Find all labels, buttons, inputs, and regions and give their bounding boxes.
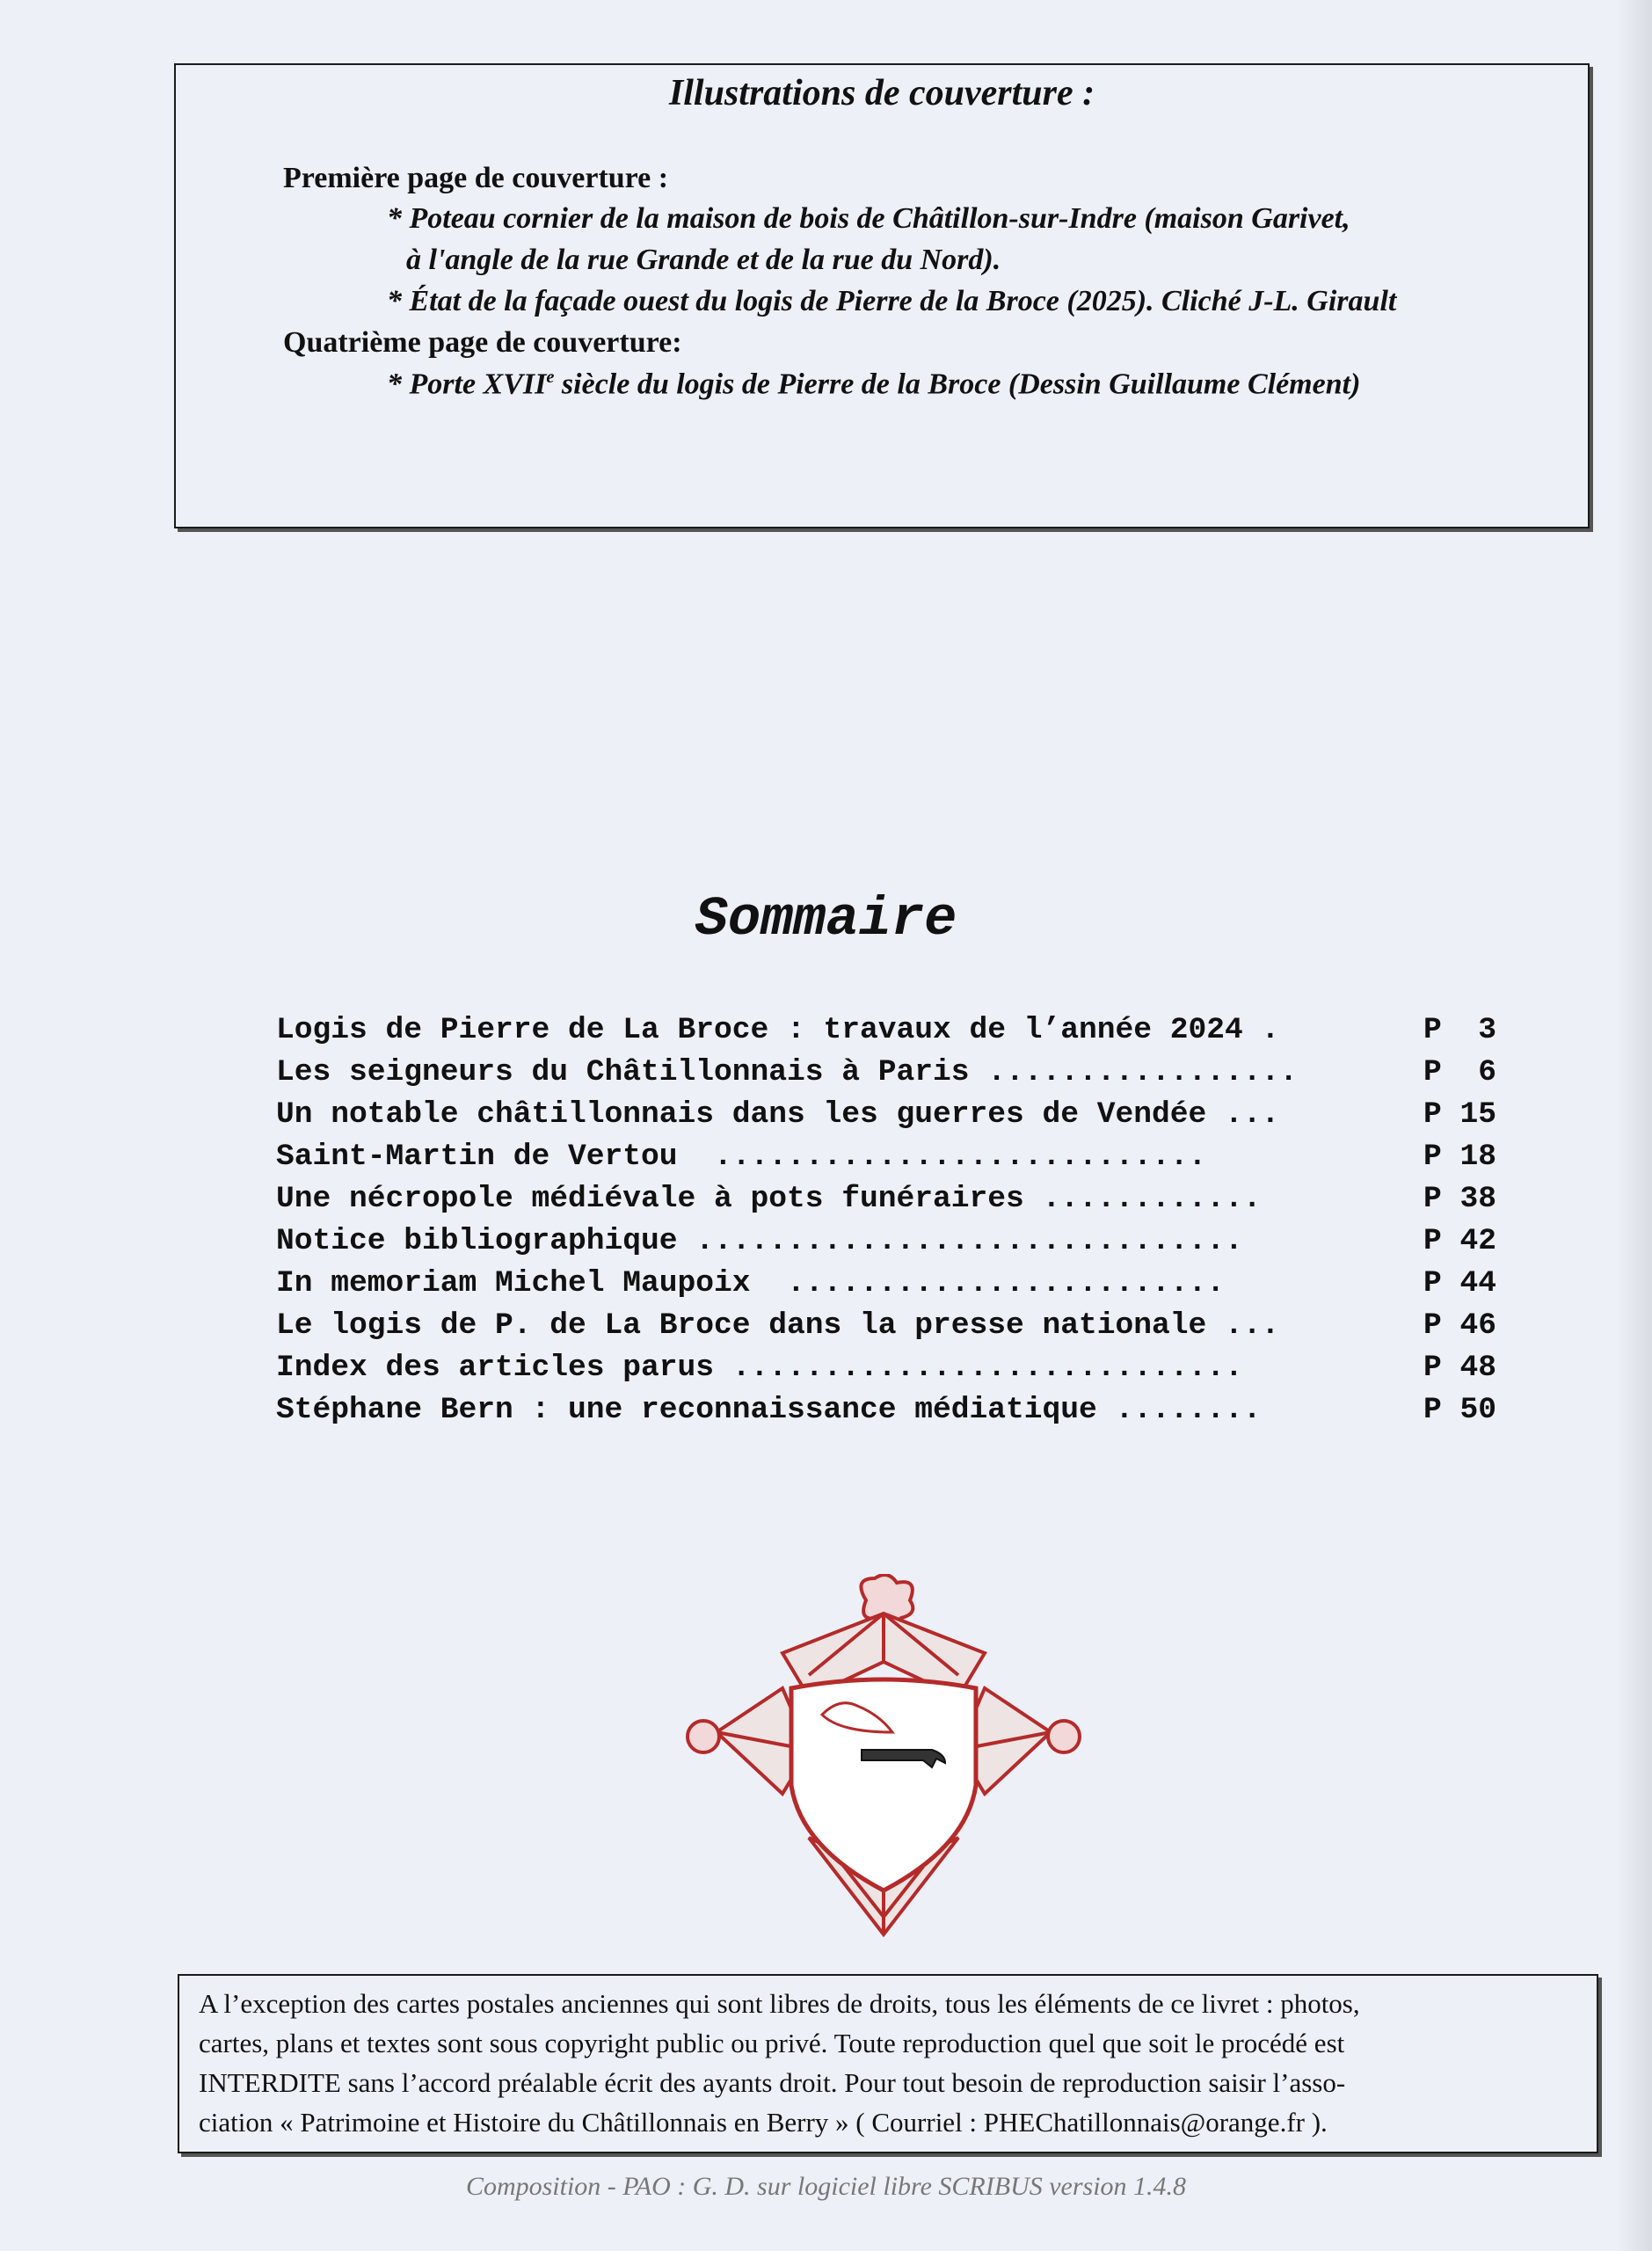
- table-of-contents: [276, 1013, 1507, 1435]
- copyright-line-1: A l’exception des cartes postales anciennes qui sont libres de droits, tous les éléments de ce livret : photos,: [199, 1988, 1360, 2019]
- copyright-line-2: cartes, plans et textes sont sous copyright public ou privé. Toute reproduction quel que soit le procédé est: [199, 2028, 1345, 2058]
- toc-entry: Notice bibliographique .............................. P 42: [276, 1224, 1507, 1266]
- toc-entry: Un notable châtillonnais dans les guerres de Vendée ... P 15: [276, 1097, 1507, 1140]
- fourth-cover-heading: Quatrième page de couverture:: [283, 326, 682, 359]
- toc-page-number: P 18: [1423, 1140, 1497, 1174]
- toc-page-number: P 6: [1423, 1055, 1497, 1089]
- cover-illustrations-box: [174, 63, 1590, 528]
- toc-page-number: P 44: [1423, 1266, 1497, 1300]
- first-cover-item-1-line-1: * Poteau cornier de la maison de bois de Châtillon-sur-Indre (maison Garivet,: [387, 202, 1350, 235]
- first-cover-item-2: * État de la façade ouest du logis de Pierre de la Broce (2025). Cliché J-L. Girault: [387, 285, 1397, 317]
- cover-title: Illustrations de couverture :: [668, 73, 1095, 113]
- copyright-line-3: INTERDITE sans l’accord préalable écrit des ayants droit. Pour tout besoin de reproduction saisir l’asso-: [199, 2067, 1346, 2098]
- toc-page-number: P 46: [1423, 1308, 1497, 1343]
- first-cover-item-1-line-2: à l'angle de la rue Grande et de la rue du Nord).: [406, 244, 1001, 276]
- coat-of-arms-icon: [677, 1574, 1090, 1943]
- toc-entry: Stéphane Bern : une reconnaissance médiatique ........ P 50: [276, 1393, 1507, 1435]
- toc-entry: In memoriam Michel Maupoix ........................ P 44: [276, 1266, 1507, 1308]
- copyright-notice-box: [178, 1974, 1598, 2153]
- toc-entry: Logis de Pierre de La Broce : travaux de l’année 2024 . P 3: [276, 1013, 1507, 1055]
- toc-entry: Une nécropole médiévale à pots funéraires ............ P 38: [276, 1182, 1507, 1224]
- fourth-cover-item: * Porte XVIIe siècle du logis de Pierre de la Broce (Dessin Guillaume Clément): [387, 368, 1361, 401]
- copyright-line-4: ciation « Patrimoine et Histoire du Châtillonnais en Berry » ( Courriel : PHEChatillonnais@orange.fr ).: [199, 2107, 1328, 2138]
- toc-page-number: P 15: [1423, 1097, 1497, 1132]
- sommaire-title: Sommaire: [695, 888, 957, 951]
- toc-entry: Les seigneurs du Châtillonnais à Paris ................. P 6: [276, 1055, 1507, 1097]
- toc-entry: Saint-Martin de Vertou ........................... P 18: [276, 1140, 1507, 1182]
- toc-page-number: P 38: [1423, 1182, 1497, 1216]
- toc-page-number: P 42: [1423, 1224, 1497, 1258]
- page-edge: [1617, 0, 1652, 2251]
- toc-page-number: P 3: [1423, 1013, 1497, 1047]
- toc-page-number: P 48: [1423, 1351, 1497, 1385]
- toc-page-number: P 50: [1423, 1393, 1497, 1427]
- toc-entry: Le logis de P. de La Broce dans la presse nationale ... P 46: [276, 1308, 1507, 1351]
- toc-entry: Index des articles parus ............................ P 48: [276, 1351, 1507, 1393]
- first-cover-heading: Première page de couverture :: [283, 162, 669, 194]
- composition-footer: Composition - PAO : G. D. sur logiciel libre SCRIBUS version 1.4.8: [465, 2172, 1187, 2201]
